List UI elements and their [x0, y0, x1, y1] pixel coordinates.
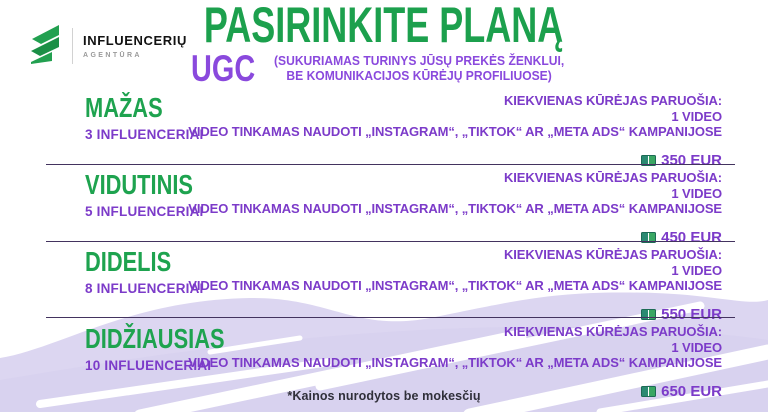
- plan-video-count: 1 VIDEO: [671, 108, 722, 124]
- plan-row-mazas: [0, 91, 768, 169]
- logo-divider: [72, 28, 73, 64]
- plan-name: DIDELIS: [85, 246, 172, 277]
- plan-influencer-count: 5 INFLUENCERIAI: [85, 204, 204, 219]
- plan-video-count: 1 VIDEO: [671, 339, 722, 355]
- plan-prepares-label: KIEKVIENAS KŪRĖJAS PARUOŠIA:: [504, 170, 722, 185]
- plan-usage: VIDEO TINKAMAS NAUDOTI „INSTAGRAM“, „TIKTOK“ AR „META ADS“ KAMPANIJOSE: [188, 278, 722, 294]
- banknote-icon: [641, 232, 656, 243]
- plan-prepares-label: KIEKVIENAS KŪRĖJAS PARUOŠIA:: [504, 324, 722, 339]
- plan-row-didziausias: [0, 322, 768, 400]
- plan-price: 450 EUR: [661, 228, 722, 246]
- plan-name: MAŽAS: [85, 92, 163, 123]
- logo-tagline-text: AGENTŪRA: [83, 51, 142, 59]
- plan-prepares-label: KIEKVIENAS KŪRĖJAS PARUOŠIA:: [504, 247, 722, 262]
- banknote-icon: [641, 309, 656, 320]
- plan-name: DIDŽIAUSIAS: [85, 323, 225, 354]
- plan-price: 350 EUR: [661, 151, 722, 169]
- plan-usage: VIDEO TINKAMAS NAUDOTI „INSTAGRAM“, „TIKTOK“ AR „META ADS“ KAMPANIJOSE: [188, 124, 722, 140]
- plan-usage: VIDEO TINKAMAS NAUDOTI „INSTAGRAM“, „TIKTOK“ AR „META ADS“ KAMPANIJOSE: [188, 355, 722, 371]
- banknote-icon: [641, 155, 656, 166]
- plan-video-count: 1 VIDEO: [671, 262, 722, 278]
- plan-row-didelis: [0, 245, 768, 323]
- logo: [28, 22, 187, 69]
- plan-prepares-label: KIEKVIENAS KŪRĖJAS PARUOŠIA:: [504, 93, 722, 108]
- plan-influencer-count: 3 INFLUENCERIAI: [85, 127, 204, 142]
- logo-icon: [28, 22, 62, 69]
- tax-disclaimer: *Kainos nurodytos be mokesčių: [287, 389, 481, 403]
- plan-usage: VIDEO TINKAMAS NAUDOTI „INSTAGRAM“, „TIKTOK“ AR „META ADS“ KAMPANIJOSE: [188, 201, 722, 217]
- plan-video-count: 1 VIDEO: [671, 185, 722, 201]
- plan-price: 550 EUR: [661, 305, 722, 323]
- plan-influencer-count: 8 INFLUENCERIAI: [85, 281, 204, 296]
- ugc-subtitle-line1: (SUKURIAMAS TURINYS JŪSŲ PREKĖS ŽENKLUI,: [274, 53, 565, 69]
- ugc-label: UGC: [190, 48, 256, 89]
- plan-name: VIDUTINIS: [85, 169, 194, 200]
- page-title: PASIRINKITE PLANĄ: [204, 0, 564, 53]
- ugc-subtitle-line2: BE KOMUNIKACIJOS KŪRĖJŲ PROFILIUOSE): [286, 67, 552, 83]
- plan-row-vidutinis: [0, 168, 768, 246]
- plan-influencer-count: 10 INFLUENCERIAI: [85, 358, 212, 373]
- plan-price: 650 EUR: [661, 382, 722, 400]
- logo-brand-text: INFLUENCERIŲ: [83, 32, 187, 48]
